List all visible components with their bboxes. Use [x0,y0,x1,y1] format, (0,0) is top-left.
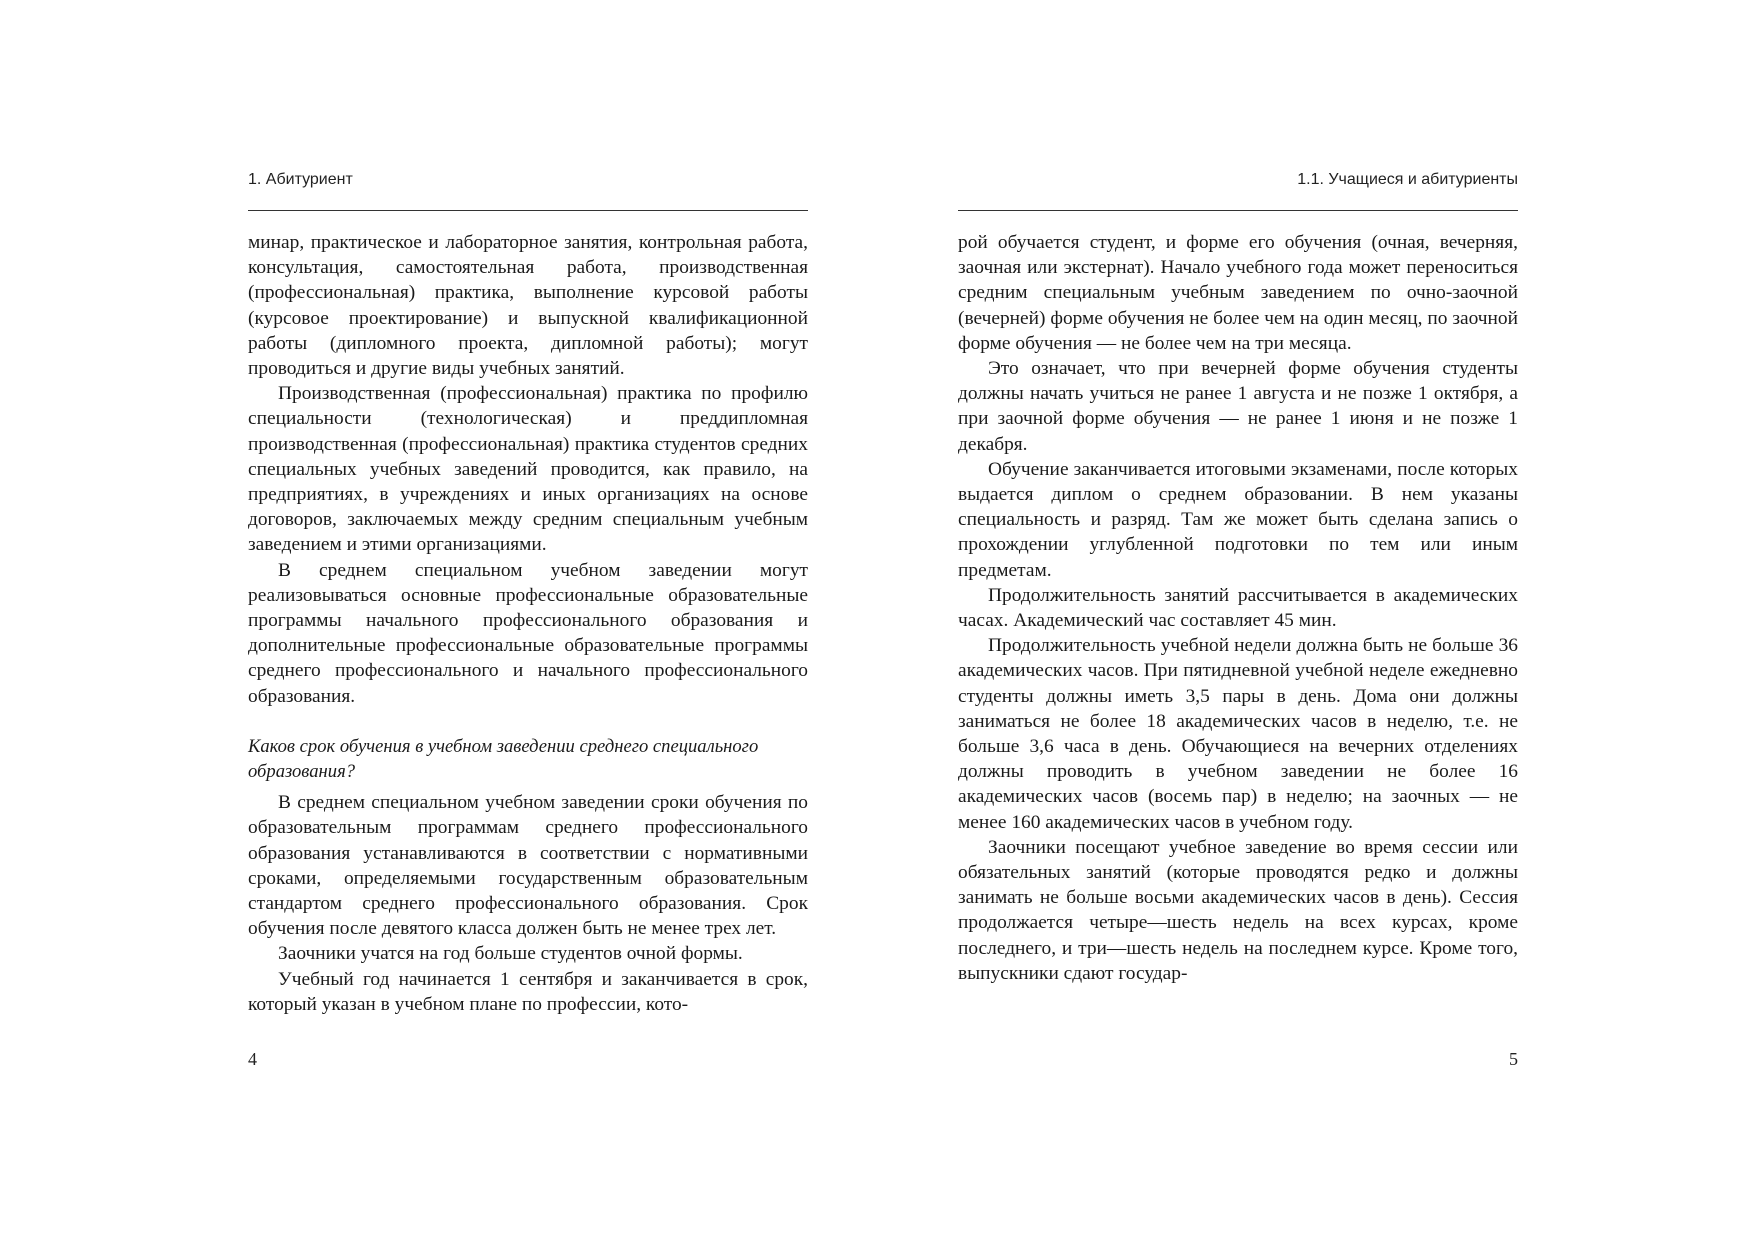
paragraph: Учебный год начинается 1 сентября и заканчивается в срок, который указан в учебном плане по профессии, кото- [248,968,808,1015]
paragraph: Это означает, что при вечерней форме обучения студенты должны начать учиться не ранее 1 августа и не позже 1 октября, а при заочной форме обучения — не ранее 1 июня и не позже 1 декабря. [958,358,1518,455]
right-page-body [958,230,1518,986]
paragraph: В среднем специальном учебном заведении сроки обучения по образовательным программам среднего профессионального образования устанавливаются в соответствии с нормативными сроками, определяемыми государственным образовательным стандартом среднего профессионального образования. Срок обучения после девятого класса должен быть не менее трех лет. [248,792,808,940]
section-question: Каков срок обучения в учебном заведении среднего специального образования? [248,735,759,783]
page-number-left: 4 [248,1049,257,1069]
page-number-right: 5 [1509,1049,1518,1069]
running-head-right: 1.1. Учащиеся и абитуриенты [1297,171,1518,188]
paragraph: Производственная (профессиональная) практика по профилю специальности (технологическая) и преддипломная производственная (профессиональная) практика студентов средних специальных учебных заведений проводится, как правило, на предприятиях, в учреждениях и иных организациях на основе договоров, заключаемых между средним специальным учебным заведением и этими организациями. [248,383,808,556]
paragraph: Продолжительность учебной недели должна быть не больше 36 академических часов. При пятидневной учебной неделе ежедневно студенты должны иметь 3,5 пары в день. Дома они должны заниматься не более 18 академических часов в неделю, т.е. не больше 3,6 часа в день. Обучающиеся на вечерних отделениях должны проводить в учебном заведении не более 16 академических часов (восемь пар) в неделю; на заочных — не менее 160 академических часов в учебном году. [958,635,1518,833]
header-rule-right [958,210,1518,211]
paragraph: Обучение заканчивается итоговыми экзаменами, после которых выдается диплом о среднем образовании. В нем указаны специальность и разряд. Там же может быть сделана запись о прохождении углубленной подготовки по тем или иным предметам. [958,458,1518,581]
paragraph: Заочники учатся на год больше студентов очной формы. [278,943,743,965]
header-rule-left [248,210,808,211]
left-page-body [248,230,808,1017]
paragraph: минар, практическое и лабораторное занятия, контрольная работа, консультация, самостоятельная работа, производственная (профессиональная) практика, выполнение курсовой работы (курсовое проектирование) и выпускной квалификационной работы (дипломного проекта, дипломной работы); могут проводиться и другие виды учебных занятий. [248,232,808,380]
paragraph: Продолжительность занятий рассчитывается в академических часах. Академический час составляет 45 мин. [958,584,1518,632]
paragraph: В среднем специальном учебном заведении могут реализовываться основные профессиональные образовательные программы начального профессионального образования и дополнительные профессиональные образовательные программы среднего профессионального и начального профессионального образования. [248,559,808,707]
paragraph: Заочники посещают учебное заведение во время сессии или обязательных занятий (которые проводятся редко и должны занимать не больше восьми академических часов в день). Сессия продолжается четыре—шесть недель на всех курсах, кроме последнего, и три—шесть недель на последнем курсе. Кроме того, выпускники сдают государ- [958,836,1518,984]
running-head-left: 1. Абитуриент [248,171,353,188]
paragraph: рой обучается студент, и форме его обучения (очная, вечерняя, заочная или экстернат). Начало учебного года может переноситься средним специальным учебным заведением по очно-заочной (вечерней) форме обучения не более чем на один месяц, по заочной форме обучения — не более чем на три месяца. [958,232,1518,354]
